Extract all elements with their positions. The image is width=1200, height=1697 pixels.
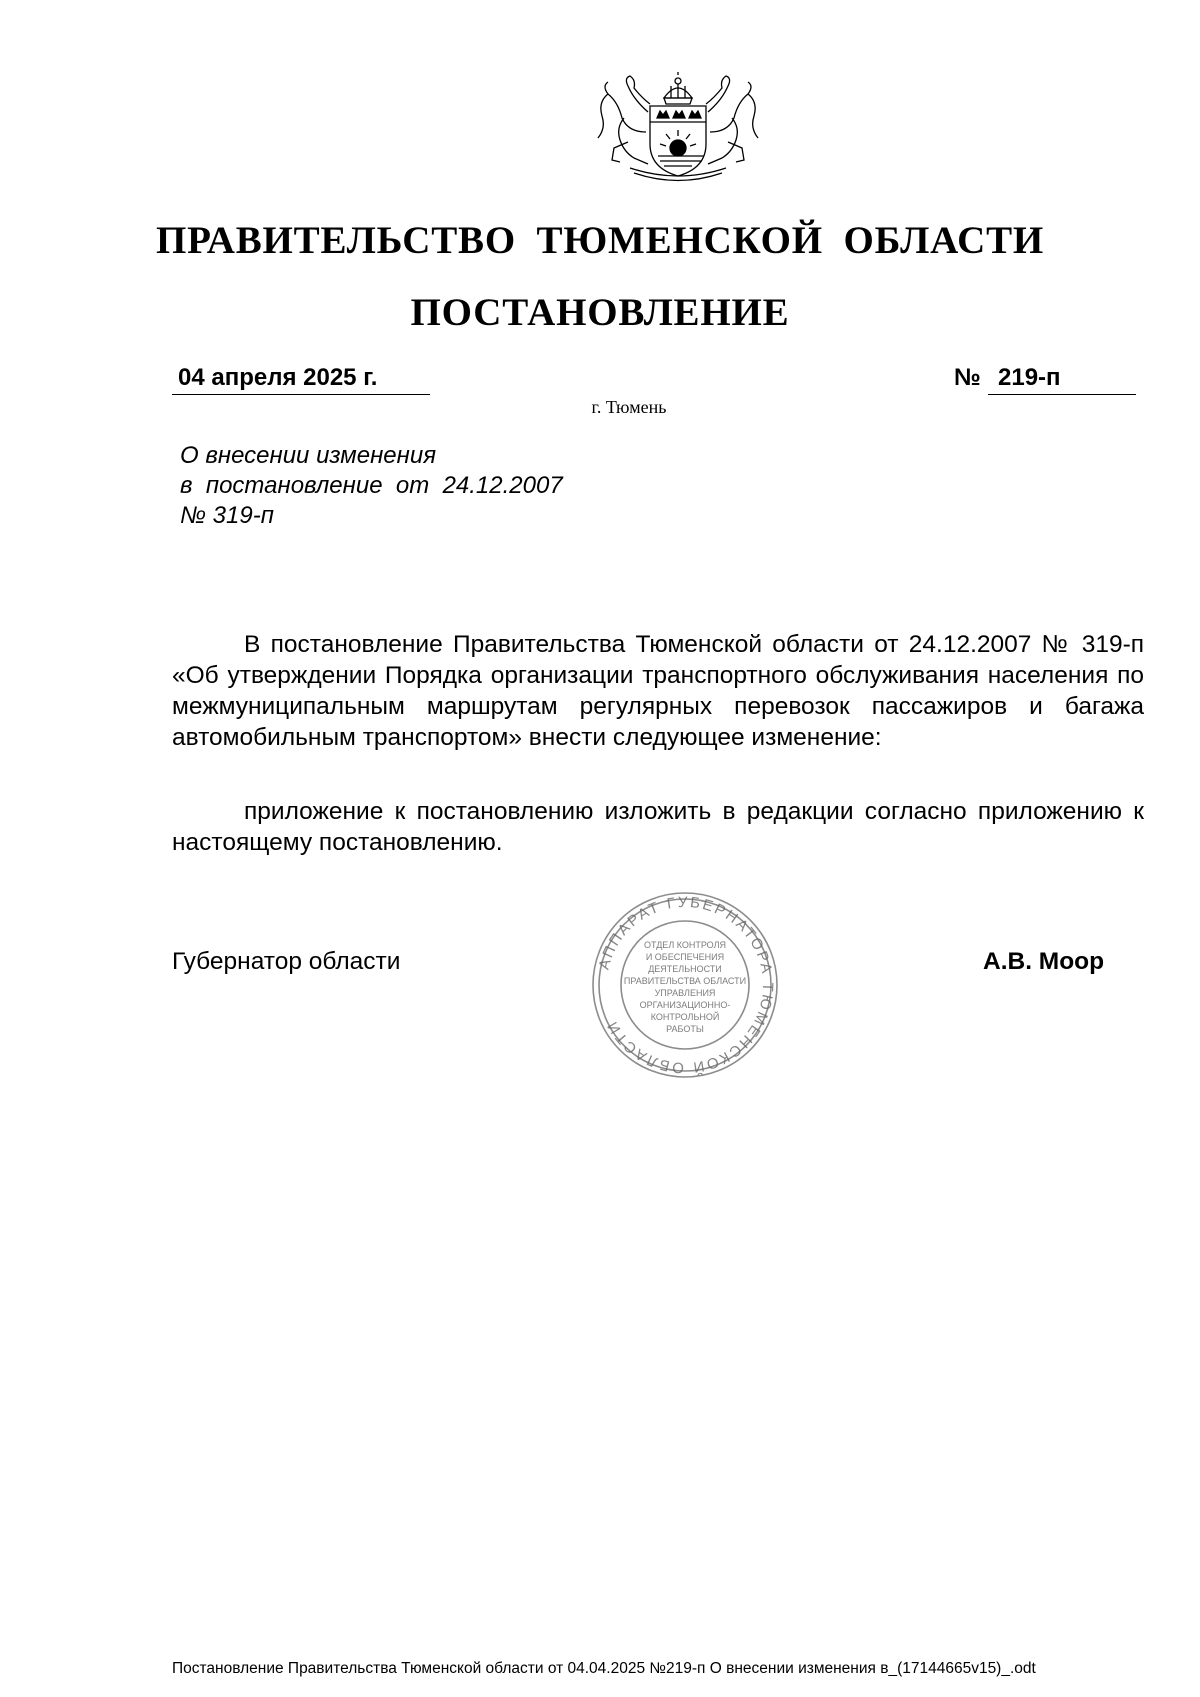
body-paragraph-2: приложение к постановлению изложить в редакции согласно приложению к настоящему постановлению. xyxy=(172,798,1144,856)
stamp-inner-line: ОРГАНИЗАЦИОННО- xyxy=(639,1000,731,1010)
official-stamp xyxy=(590,890,780,1080)
document-footer: Постановление Правительства Тюменской области от 04.04.2025 №219-п О внесении изменения в_(17144665v15)_.odt xyxy=(172,1660,1036,1677)
subject-line: в постановление от 24.12.2007 xyxy=(180,472,563,499)
number-underline xyxy=(988,364,1136,395)
subject-line: О внесении изменения xyxy=(180,442,437,469)
stamp-inner-line: КОНТРОЛЬНОЙ xyxy=(650,1012,720,1022)
number-label: № xyxy=(954,364,981,391)
government-title: ПРАВИТЕЛЬСТВО ТЮМЕНСКОЙ ОБЛАСТИ xyxy=(155,219,1045,262)
stamp-inner-line: И ОБЕСПЕЧЕНИЯ xyxy=(645,952,725,962)
document-type-title: ПОСТАНОВЛЕНИЕ xyxy=(410,291,790,334)
coat-of-arms-emblem xyxy=(594,72,762,184)
signer-position: Губернатор области xyxy=(172,948,401,975)
stamp-inner-line: ПРАВИТЕЛЬСТВА ОБЛАСТИ xyxy=(623,976,747,986)
stamp-inner-line: УПРАВЛЕНИЯ xyxy=(654,988,716,998)
stamp-inner-line: ДЕЯТЕЛЬНОСТИ xyxy=(648,964,722,974)
stamp-outer-text: АППАРАТ ГУБЕРНАТОРА ТЮМЕНСКОЙ ОБЛАСТИ xyxy=(595,893,777,1077)
document-subject xyxy=(180,441,563,531)
document-city: г. Тюмень xyxy=(591,397,667,417)
body-paragraph-1: В постановление Правительства Тюменской области от 24.12.2007 № 319-п «Об утверждении Порядка организации транспортного обслуживания населения по межмуниципальным маршрутам регулярных перевозок пассажиров и багажа автомобильным транспортом» внести следующее изменение: xyxy=(172,631,1144,751)
document-date: 04 апреля 2025 г. xyxy=(178,364,378,391)
stamp-inner-line: ОТДЕЛ КОНТРОЛЯ xyxy=(644,940,726,950)
stamp-inner-line: РАБОТЫ xyxy=(666,1024,704,1034)
date-field xyxy=(172,364,430,395)
subject-line: № 319-п xyxy=(180,502,274,529)
number-field xyxy=(954,364,1136,394)
signer-name: А.В. Моор xyxy=(983,948,1105,975)
document-number: 219-п xyxy=(998,364,1061,391)
